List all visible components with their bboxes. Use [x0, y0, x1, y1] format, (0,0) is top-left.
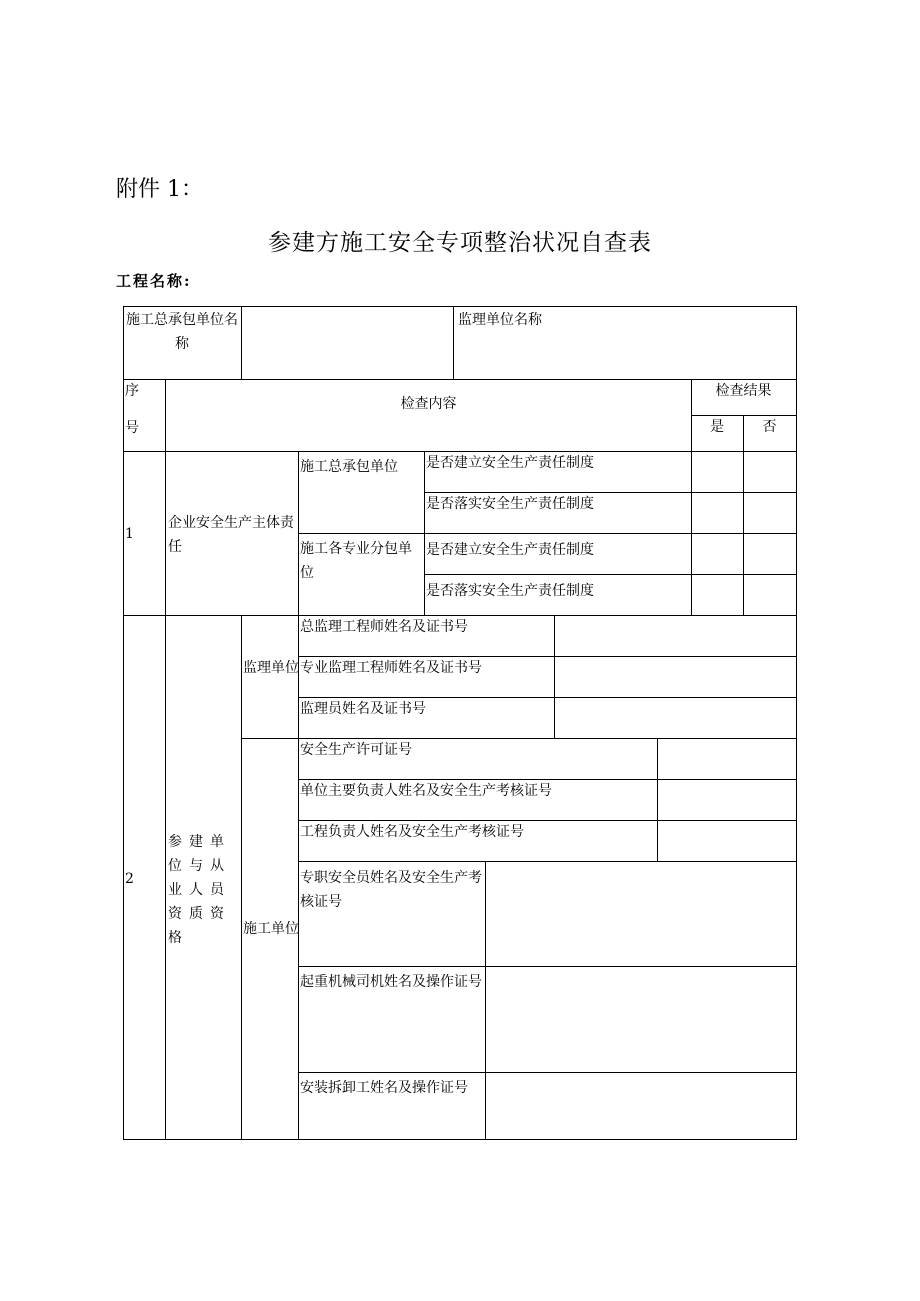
supervision-unit-label: 监理单位: [243, 660, 299, 676]
attachment-label: 附件 1：: [116, 177, 203, 202]
table-line: [691, 451, 692, 615]
table-line: [298, 451, 299, 615]
table-line: [123, 306, 124, 1140]
supervision-item: 总监理工程师姓名及证书号: [300, 619, 468, 635]
table-line: [298, 1072, 797, 1073]
yes-header: 是: [710, 419, 724, 435]
construction-item: 安全生产许可证号: [300, 742, 412, 758]
table-line: [453, 306, 454, 379]
table-line: [123, 306, 797, 307]
section1-item: 是否建立安全生产责任制度: [426, 455, 594, 471]
personnel-item: 专职安全员姓名及安全生产考核证号: [300, 870, 482, 910]
supervisor-name-label: 监理单位名称: [458, 312, 542, 328]
content-header: 检查内容: [400, 396, 457, 412]
table-line: [298, 533, 797, 534]
seq-header-2: 号: [125, 420, 139, 436]
contractor-name-label: 施工总承包单位名称: [126, 312, 238, 352]
project-name-label: 工程名称:: [116, 272, 192, 290]
personnel-item: 起重机械司机姓名及操作证号: [300, 974, 482, 990]
section1-number: 1: [125, 526, 134, 542]
table-line: [657, 738, 658, 861]
supervision-item: 专业监理工程师姓名及证书号: [300, 660, 482, 676]
section1-title: 企业安全生产主体责任: [168, 515, 294, 555]
section1-unit-subcontractor: 施工各专业分包单位: [300, 541, 412, 581]
table-line: [241, 615, 242, 1140]
section1-item: 是否落实安全生产责任制度: [426, 496, 594, 512]
table-line: [165, 379, 166, 1140]
section1-unit-contractor: 施工总承包单位: [300, 459, 398, 475]
supervision-item: 监理员姓名及证书号: [300, 701, 426, 717]
table-line: [241, 306, 242, 379]
section2-number: 2: [125, 871, 134, 887]
table-line: [743, 451, 744, 615]
table-line: [298, 966, 797, 967]
table-line: [123, 1139, 797, 1140]
table-line: [424, 574, 797, 575]
table-line: [424, 451, 425, 615]
section2-title: 参建单位与从业人员资质资格: [168, 834, 231, 946]
table-line: [554, 615, 555, 738]
seq-header-1: 序: [125, 383, 139, 399]
table-line: [485, 861, 486, 1140]
table-line: [796, 306, 797, 1140]
section1-item: 是否建立安全生产责任制度: [426, 542, 594, 558]
section1-item: 是否落实安全生产责任制度: [426, 583, 594, 599]
construction-item: 工程负责人姓名及安全生产考核证号: [300, 824, 524, 840]
personnel-item: 安装拆卸工姓名及操作证号: [300, 1080, 468, 1096]
construction-item: 单位主要负责人姓名及安全生产考核证号: [300, 783, 552, 799]
page-title: 参建方施工安全专项整治状况自查表: [268, 230, 652, 256]
table-line: [298, 861, 797, 862]
construction-unit-label: 施工单位: [243, 921, 299, 937]
table-line: [298, 615, 299, 1140]
no-header: 否: [762, 419, 777, 435]
result-header: 检查结果: [715, 383, 772, 399]
